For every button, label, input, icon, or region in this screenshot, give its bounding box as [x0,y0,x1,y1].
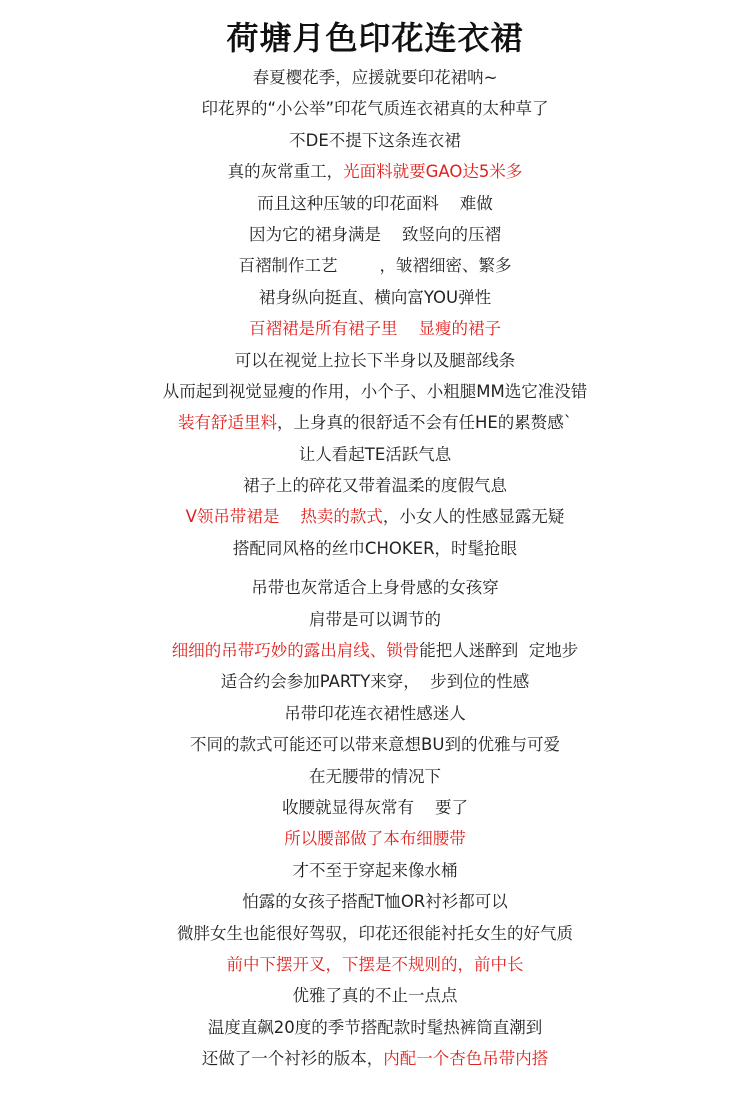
highlight-text: 所以腰部做了本布细腰带 [284,829,466,849]
text-line [0,219,750,250]
text-line [0,980,750,1011]
text-line [0,501,750,532]
text-line [0,666,750,697]
body-text: 能把人迷醉到 定地步 [419,641,579,661]
body-text: 而且这种压皱的印花面料 难做 [257,193,493,213]
body-text: 不同的款式可能还可以带来意想BU到的优雅与可爱 [190,735,560,755]
body-text: 裙身纵向挺直、横向富YOU弹性 [258,287,492,307]
text-line [0,470,750,501]
text-line [0,918,750,949]
text-line [0,1012,750,1043]
text-line [0,533,750,564]
highlight-text: V领吊带裙是 热卖的款式 [185,507,383,527]
body-text: 吊带也灰常适合上身骨感的女孩穿 [251,578,499,598]
text-line [0,855,750,886]
body-text: 怕露的女孩子搭配T恤OR衬衫都可以 [242,892,508,912]
highlight-text: 内配一个杏色吊带内搭 [383,1049,549,1069]
body-text: 搭配同风格的丝巾CHOKER，时髦抢眼 [232,538,518,558]
body-text: 真的灰常重工， [227,162,344,182]
highlight-text: 前中下摆开叉，下摆是不规则的，前中长 [226,954,524,974]
text-line [0,62,750,93]
body-text: 才不至于穿起来像水桶 [292,860,458,880]
text-line [0,604,750,635]
text-line [0,886,750,917]
body-text: 肩带是可以调节的 [309,609,441,629]
text-line [0,823,750,854]
highlight-text: 百褶裙是所有裙子里 显瘦的裙子 [249,319,501,339]
text-line [0,376,750,407]
text-line [0,792,750,823]
body-text: 裙子上的碎花又带着温柔的度假气息 [243,476,507,496]
body-text: ，小女人的性感显露无疑 [382,507,565,527]
text-line [0,635,750,666]
text-line [0,572,750,603]
body-text: 温度直飙20度的季节搭配款时髦热裤筒直潮到 [207,1017,543,1037]
text-line [0,282,750,313]
body-text: 印花界的“小公举”印花气质连衣裙真的太种草了 [201,99,549,119]
text-line [0,761,750,792]
highlight-text: 装有舒适里料 [177,413,277,433]
body-text: 可以在视觉上拉长下半身以及腿部线条 [234,350,516,370]
text-line [0,125,750,156]
description-text-block [0,62,750,1075]
page-title: 荷塘月色印花连衣裙 [226,19,524,57]
text-line [0,1043,750,1074]
body-text: 让人看起TE活跃气息 [298,444,452,464]
body-text: 优雅了真的不止一点点 [292,986,458,1006]
text-line [0,407,750,438]
body-text: 吊带印花连衣裙性感迷人 [284,703,466,723]
body-text: 收腰就显得灰常有 要了 [282,797,468,817]
text-line [0,156,750,187]
text-line [0,698,750,729]
text-line [0,439,750,470]
highlight-text: 细细的吊带巧妙的露出肩线、锁骨 [171,641,420,661]
text-line [0,729,750,760]
body-text: 微胖女生也能很好驾驭，印花还很能衬托女生的好气质 [177,923,573,943]
text-line [0,250,750,281]
body-text: 在无腰带的情况下 [309,766,441,786]
body-text: 春夏樱花季，应援就要印花裙呐~ [252,68,498,87]
text-line [0,949,750,980]
text-line [0,188,750,219]
text-line [0,93,750,124]
body-text: 适合约会参加PARTY来穿， 步到位的性感 [220,672,530,692]
text-line [0,313,750,344]
highlight-text: 光面料就要GAO达5米多 [343,162,523,182]
body-text: 不DE不提下这条连衣裙 [289,130,461,150]
body-text: ，上身真的很舒适不会有任HE的累赘感` [276,413,573,433]
body-text: 百褶制作工艺 ，皱褶细密、繁多 [238,256,512,276]
body-text: 从而起到视觉显瘦的作用，小个子、小粗腿MM选它准没错 [162,381,588,401]
body-text: 因为它的裙身满是 致竖向的压褶 [249,224,501,244]
body-text: 还做了一个衬衫的版本， [201,1049,384,1069]
text-line [0,345,750,376]
